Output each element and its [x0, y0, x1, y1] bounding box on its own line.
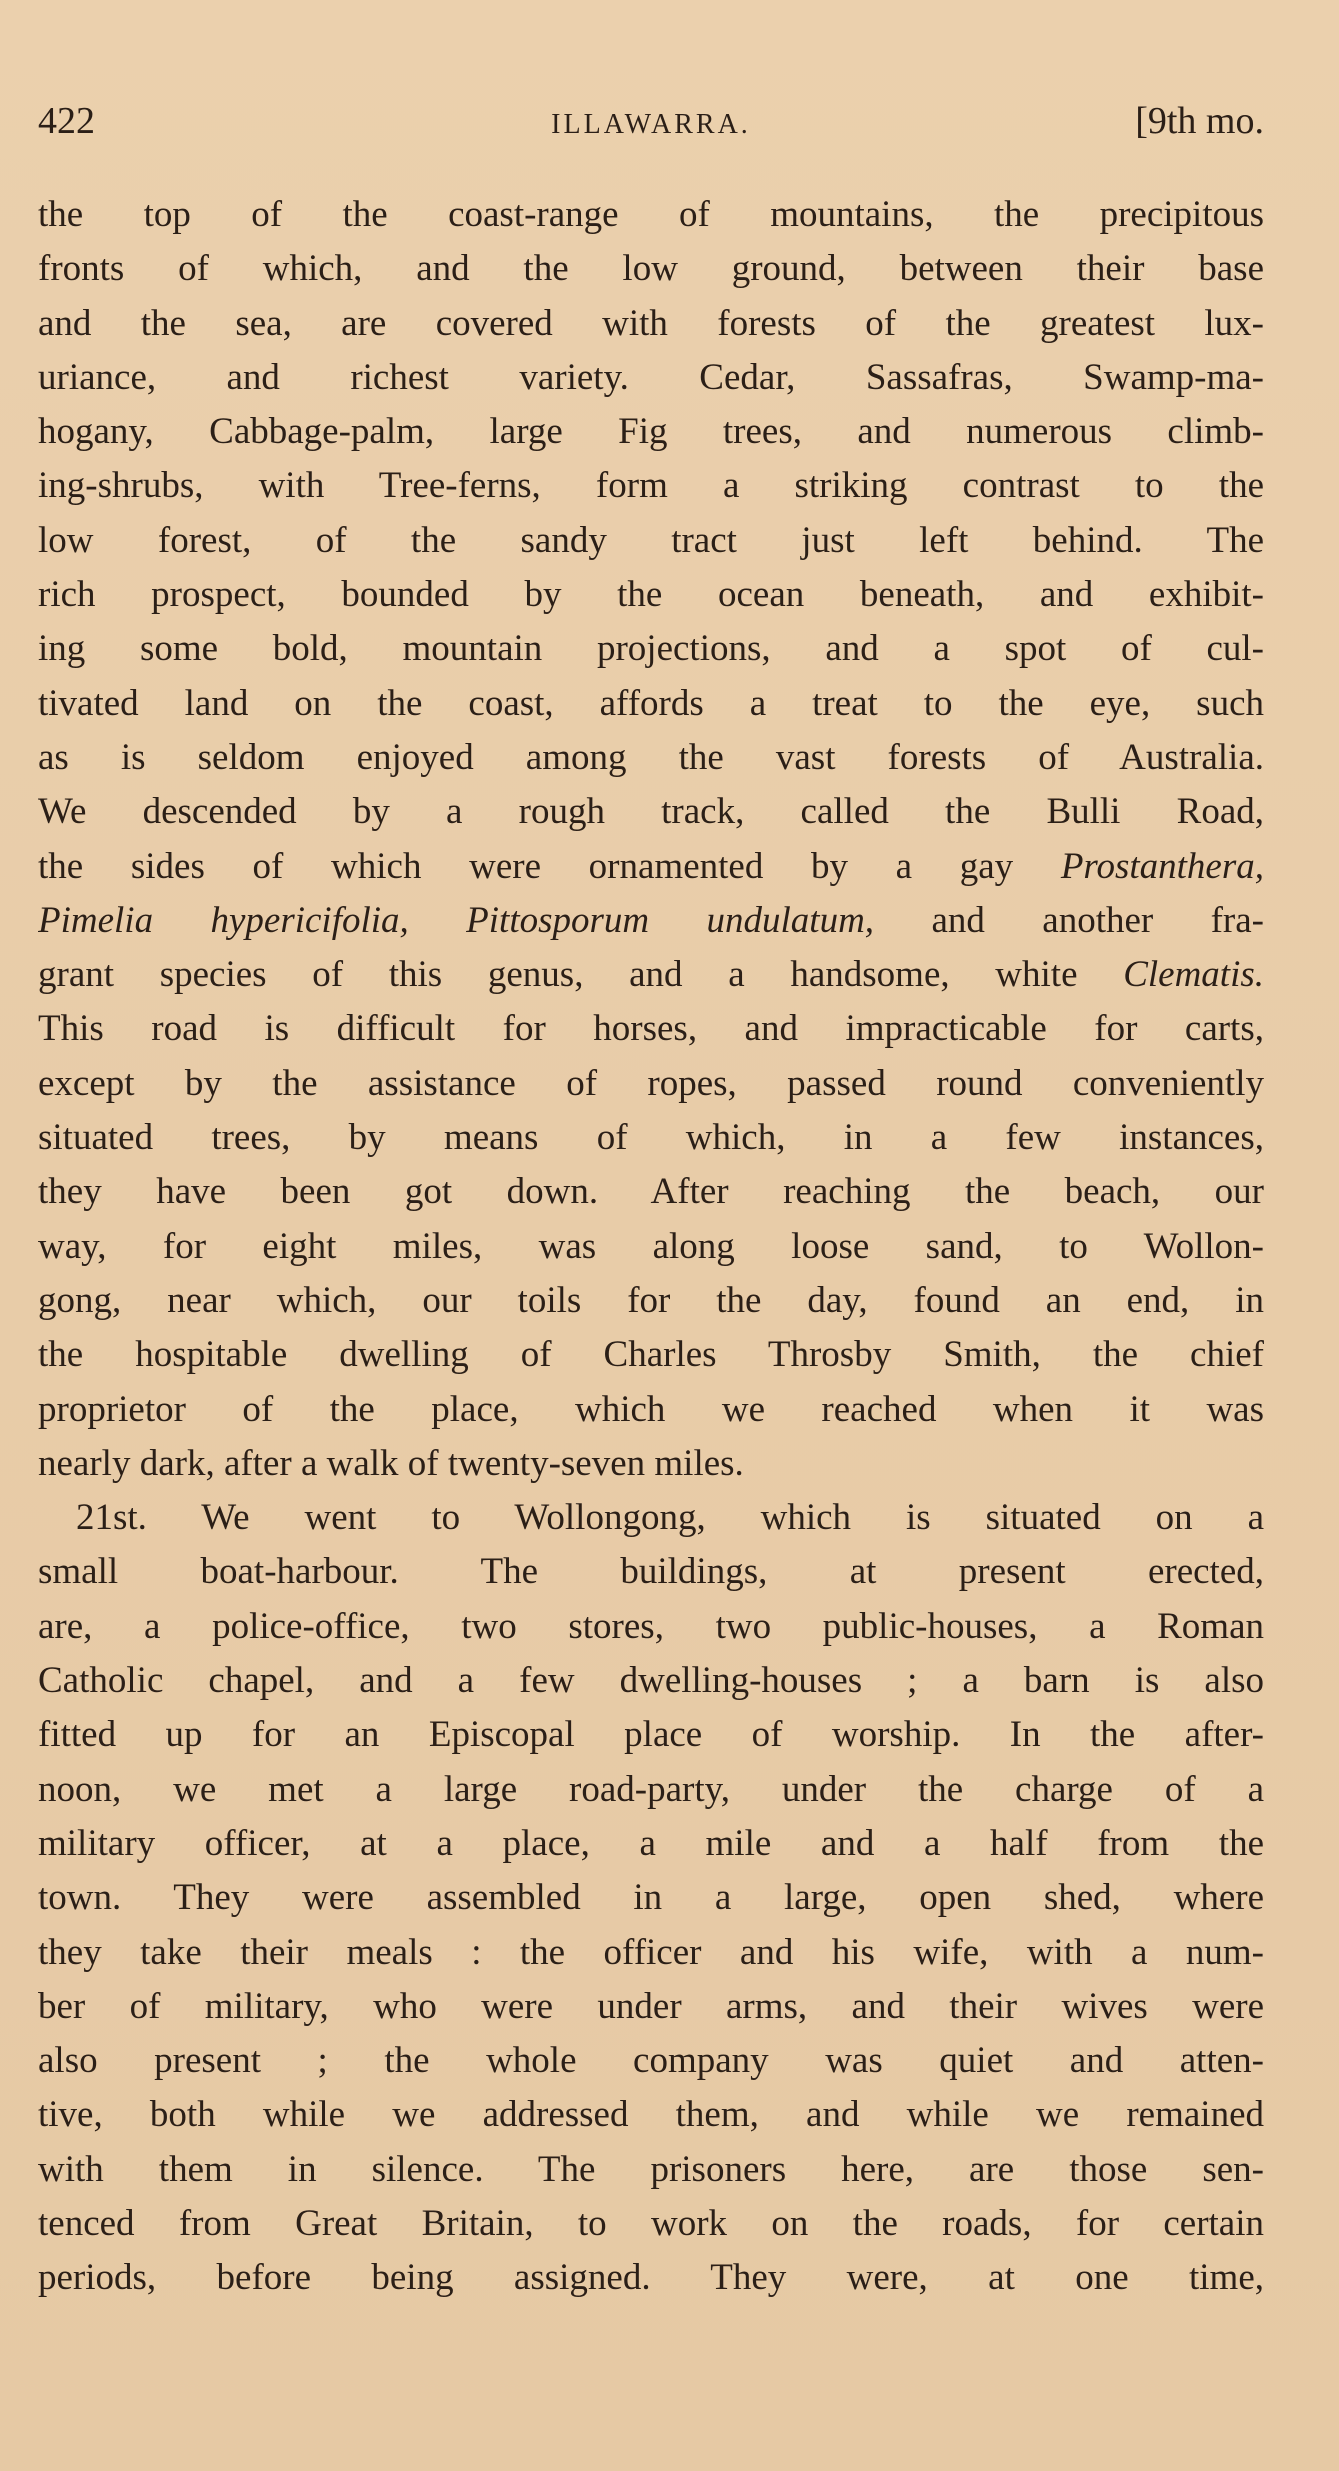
- text-line: they take their meals : the officer and his wife, with a num-: [38, 1931, 1264, 1973]
- text-line-mixed: [38, 840, 1264, 894]
- text-line: small boat-harbour. The buildings, at present erected,: [38, 1551, 1264, 1593]
- text-line: way, for eight miles, was along loose sand, to Wollon-: [38, 1225, 1264, 1267]
- running-head: [38, 96, 1264, 146]
- text-line: the top of the coast-range of mountains, the precipitous: [38, 194, 1264, 235]
- text-line: tive, both while we addressed them, and while we remained: [38, 2094, 1264, 2136]
- text-line: ber of military, who were under arms, and their wives were: [38, 1985, 1264, 2027]
- text-line: tivated land on the coast, affords a treat to the eye, such: [38, 682, 1264, 724]
- text-line: with them in silence. The prisoners here, are those sen-: [38, 2148, 1264, 2190]
- text-line: low forest, of the sandy tract just left behind. The: [38, 519, 1264, 561]
- text-line: also present ; the whole company was quiet and atten-: [38, 2040, 1264, 2082]
- text-run: and another fra-: [874, 899, 1264, 941]
- text-line: rich prospect, bounded by the ocean beneath, and exhibit-: [38, 574, 1264, 616]
- italic-run: Prostanthera,: [1060, 845, 1264, 887]
- text-line: they have been got down. After reaching the beach, our: [38, 1171, 1264, 1213]
- text-line: Catholic chapel, and a few dwelling-houses ; a barn is also: [38, 1660, 1264, 1702]
- text-line: town. They were assembled in a large, open shed, where: [38, 1877, 1264, 1919]
- text-line: ing-shrubs, with Tree-ferns, form a striking contrast to the: [38, 465, 1264, 507]
- italic-run: Pimelia hypericifolia, Pittosporum undulatum,: [38, 899, 875, 941]
- paragraph-start-line: 21st. We went to Wollongong, which is situated on a: [76, 1497, 1264, 1539]
- text-line: gong, near which, our toils for the day, found an end, in: [38, 1279, 1264, 1321]
- text-line: periods, before being assigned. They were, at one time,: [38, 2257, 1264, 2299]
- running-title: ILLAWARRA.: [551, 109, 751, 140]
- page-number: 422: [38, 100, 95, 142]
- text-run: the sides of which were ornamented by a gay: [38, 845, 1061, 887]
- text-line: and the sea, are covered with forests of the greatest lux-: [38, 302, 1264, 344]
- text-line: hogany, Cabbage-palm, large Fig trees, and numerous climb-: [38, 411, 1264, 453]
- text-run: grant species of this genus, and a handsome, white: [38, 954, 1124, 996]
- paragraph-end-line: nearly dark, after a walk of twenty-seven miles.: [38, 1442, 744, 1484]
- text-line: situated trees, by means of which, in a few instances,: [38, 1117, 1264, 1159]
- text-line: fronts of which, and the low ground, between their base: [38, 248, 1264, 290]
- text-line: proprietor of the place, which we reached when it was: [38, 1388, 1264, 1430]
- text-line: ing some bold, mountain projections, and a spot of cul-: [38, 628, 1264, 670]
- text-line: uriance, and richest variety. Cedar, Sassafras, Swamp-ma-: [38, 356, 1264, 398]
- body-text: [38, 188, 1264, 2306]
- text-line-mixed: [38, 894, 1264, 948]
- text-line: noon, we met a large road-party, under the charge of a: [38, 1768, 1264, 1810]
- text-line: fitted up for an Episcopal place of worship. In the after-: [38, 1714, 1264, 1756]
- italic-run: Clematis.: [1123, 954, 1264, 996]
- text-line: tenced from Great Britain, to work on the roads, for certain: [38, 2202, 1264, 2244]
- text-line: except by the assistance of ropes, passed round conveniently: [38, 1062, 1264, 1104]
- text-line: the hospitable dwelling of Charles Throsby Smith, the chief: [38, 1334, 1264, 1376]
- text-line: military officer, at a place, a mile and a half from the: [38, 1822, 1264, 1864]
- running-month: [9th mo.: [1135, 100, 1264, 142]
- text-line-mixed: [38, 948, 1264, 1002]
- text-line: This road is difficult for horses, and impracticable for carts,: [38, 1008, 1264, 1050]
- text-line: We descended by a rough track, called the Bulli Road,: [38, 791, 1264, 833]
- text-line: as is seldom enjoyed among the vast forests of Australia.: [38, 736, 1264, 778]
- text-line: are, a police-office, two stores, two public-houses, a Roman: [38, 1605, 1264, 1647]
